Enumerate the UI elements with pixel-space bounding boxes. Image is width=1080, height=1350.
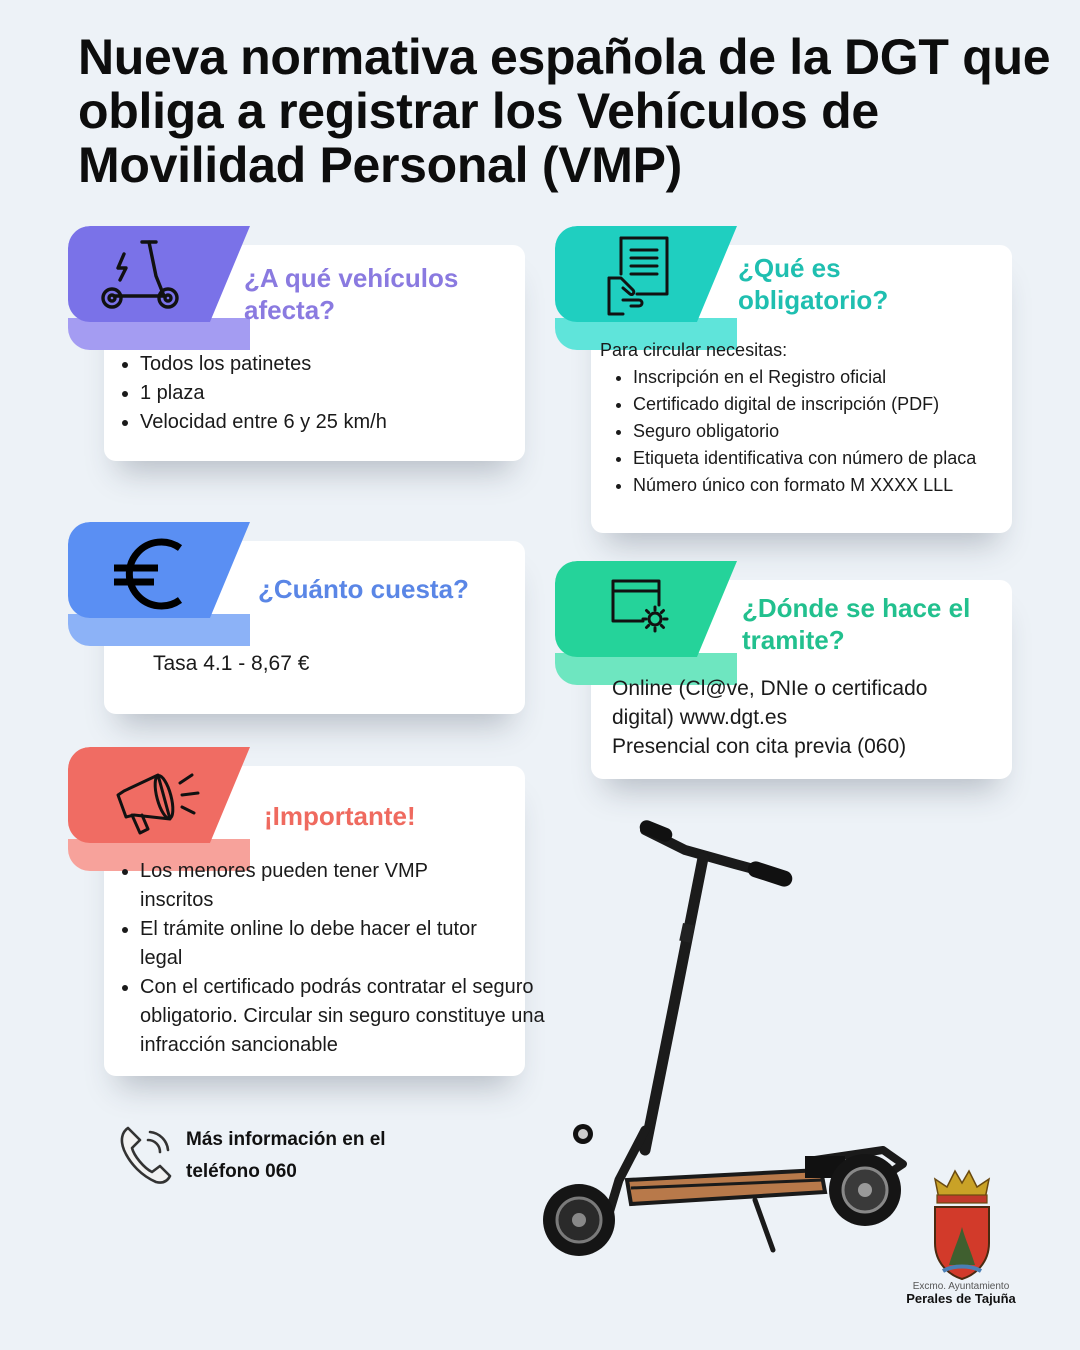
where-heading: ¿Dónde se hace el tramite? (742, 593, 971, 655)
contact-line-1: Más información en el (186, 1129, 386, 1150)
where-line-presencial: Presencial con cita previa (060) (612, 735, 907, 758)
phone-icon (118, 1124, 174, 1186)
vehicles-heading: ¿A qué vehículos afecta? (244, 263, 459, 325)
list-item: • 1 plaza (140, 379, 540, 408)
document-hand-icon (603, 234, 679, 318)
euro-icon (110, 534, 190, 614)
ayuntamiento-line-1: Excmo. Ayuntamiento (912, 1281, 1010, 1292)
list-item: • Los menores pueden tener VMP inscritos (140, 857, 554, 915)
contact-line-2: teléfono 060 (186, 1161, 297, 1182)
where-text (612, 674, 972, 761)
list-item: • Con el certificado podrás contratar el seguro obligatorio. Circular sin seguro constituye una infracción sancionable (140, 973, 554, 1060)
list-item: • Todos los patinetes (140, 350, 540, 379)
list-item: • Seguro obligatorio (633, 418, 1023, 445)
contact-info (186, 1124, 486, 1188)
megaphone-icon (112, 769, 204, 841)
requirements-tab (555, 226, 737, 350)
page-title: Nueva normativa española de la DGT que obliga a registrar los Vehículos de Movilidad Personal (VMP) (78, 29, 1051, 193)
list-item: • Certificado digital de inscripción (PDF) (633, 391, 1023, 418)
important-list (104, 857, 554, 1060)
cost-text: Tasa 4.1 - 8,67 € (153, 652, 310, 675)
list-item: • El trámite online lo debe hacer el tutor legal (140, 915, 554, 973)
requirements-list (597, 364, 1023, 499)
cost-heading: ¿Cuánto cuesta? (258, 574, 469, 604)
where-line-online: Online (Cl@ve, DNIe o certificado digital) www.dgt.es (612, 677, 928, 729)
cost-tab (68, 522, 250, 646)
important-tab (68, 747, 250, 871)
list-item: • Velocidad entre 6 y 25 km/h (140, 408, 540, 437)
important-heading: ¡Importante! (264, 801, 416, 831)
list-item: • Etiqueta identificativa con número de placa (633, 445, 1023, 472)
electric-scooter-icon (98, 236, 182, 312)
ayuntamiento-line-2: Perales de Tajuña (906, 1291, 1016, 1306)
vehicles-tab (68, 226, 250, 350)
electric-scooter-image (535, 820, 915, 1280)
ayuntamiento-label (895, 1281, 1027, 1306)
list-item: • Inscripción en el Registro oficial (633, 364, 1023, 391)
list-item: • Número único con formato M XXXX LLL (633, 472, 1023, 499)
requirements-intro: Para circular necesitas: (600, 340, 788, 360)
requirements-heading: ¿Qué es obligatorio? (738, 253, 889, 315)
vehicles-list (104, 350, 540, 437)
where-tab (555, 561, 737, 685)
coat-of-arms-logo (929, 1165, 995, 1283)
browser-settings-icon (609, 577, 673, 637)
